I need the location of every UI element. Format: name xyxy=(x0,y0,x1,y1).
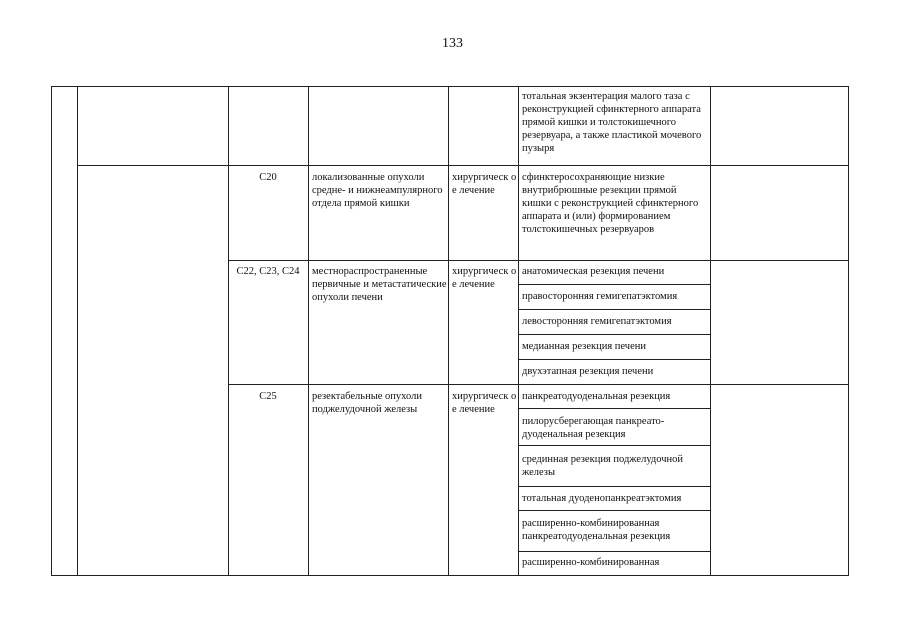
table-border-left xyxy=(51,86,52,576)
patient-model: резектабельные опухоли поджелудочной железы xyxy=(312,391,422,415)
column-divider xyxy=(77,86,78,576)
diagnosis-code: C22, C23, C24 xyxy=(236,266,300,277)
patient-model: локализованные опухоли средне- и нижнеампулярного отдела прямой кишки xyxy=(312,172,443,209)
method-divider xyxy=(518,445,711,446)
method-divider xyxy=(518,359,711,360)
method-cell: двухэтапная резекция печени xyxy=(522,366,654,377)
method-cell: медианная резекция печени xyxy=(522,341,646,352)
method-cell: правосторонняя гемигепатэктомия xyxy=(522,291,678,302)
table-border-right xyxy=(848,86,849,576)
method-cell: срединная резекция поджелудочной железы xyxy=(522,454,683,478)
method-divider xyxy=(518,334,711,335)
column-divider xyxy=(710,86,711,576)
treatment-type: хирургическ ое лечение xyxy=(452,266,517,290)
column-divider xyxy=(308,86,309,576)
method-cell: панкреатодуоденальная резекция xyxy=(522,391,671,402)
method-divider xyxy=(518,551,711,552)
method-cell: левосторонняя гемигепатэктомия xyxy=(522,316,672,327)
diagnosis-code: C20 xyxy=(259,172,277,183)
method-divider xyxy=(518,309,711,310)
diagnosis-code: C25 xyxy=(259,391,277,402)
method-divider xyxy=(518,510,711,511)
method-cell: расширенно-комбинированная xyxy=(522,557,660,568)
column-divider xyxy=(518,86,519,576)
row-divider xyxy=(228,384,849,385)
method-divider xyxy=(518,486,711,487)
column-divider xyxy=(228,86,229,576)
row-divider xyxy=(228,260,849,261)
table-border-top xyxy=(51,86,849,87)
patient-model: местнораспространенные первичные и метастатические опухоли печени xyxy=(312,266,447,303)
method-cell: пилорусберегающая панкреато-дуоденальная резекция xyxy=(522,416,665,440)
table-border-bottom xyxy=(51,575,849,576)
method-divider xyxy=(518,284,711,285)
treatment-type: хирургическ ое лечение xyxy=(452,172,517,196)
treatment-type: хирургическ ое лечение xyxy=(452,391,517,415)
method-cell: тотальная дуоденопанкреатэктомия xyxy=(522,493,682,504)
method-cell: сфинктеросохраняющие низкие внутрибрюшные резекции прямой кишки с реконструкцией сфинктерного аппарата и (или) формированием толстокишечных резервуаров xyxy=(522,172,699,235)
method-cell: расширенно-комбинированная панкреатодуоденальная резекция xyxy=(522,518,671,542)
method-cell: анатомическая резекция печени xyxy=(522,266,665,277)
method-cell: тотальная экзентерация малого таза с реконструкцией сфинктерного аппарата прямой кишки и толстокишечного резервуара, а также пластикой мочевого пузыря xyxy=(522,91,702,154)
column-divider xyxy=(448,86,449,576)
method-divider xyxy=(518,408,711,409)
row-divider xyxy=(77,165,849,166)
page-number: 133 xyxy=(442,36,463,51)
